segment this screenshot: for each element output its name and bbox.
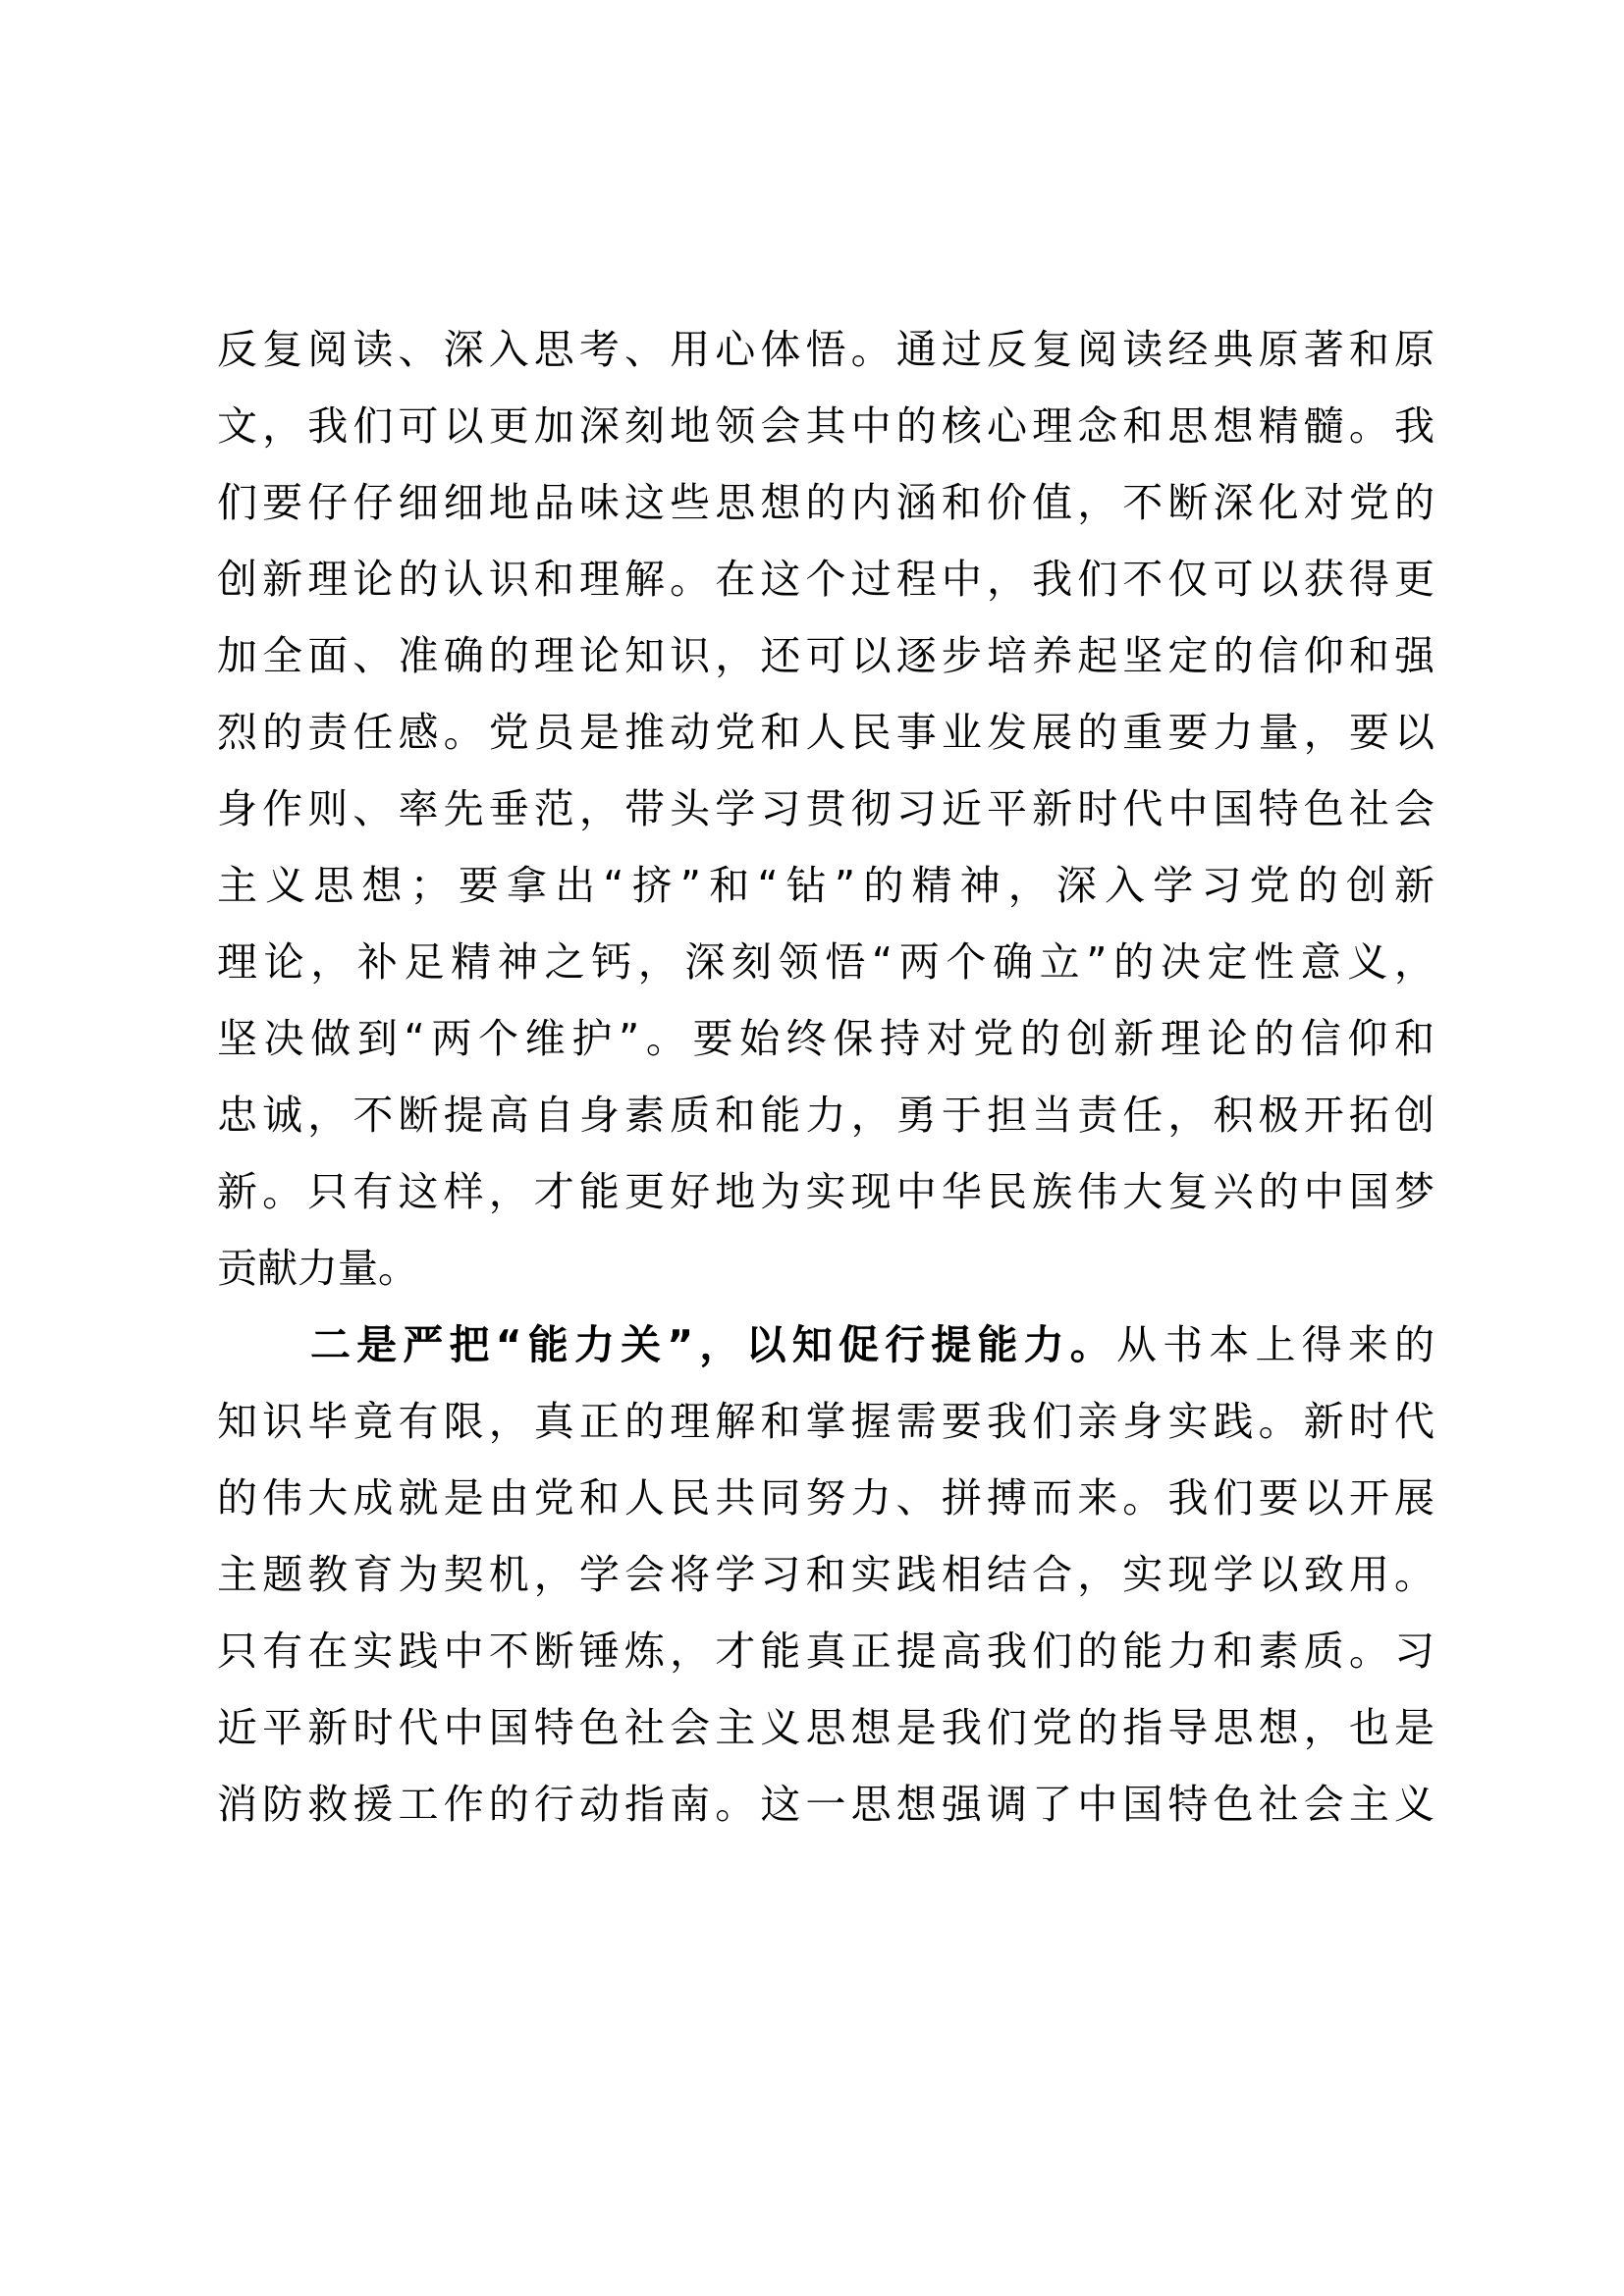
text-line: 坚决做到“两个维护”。要始终保持对党的创新理论的信仰和 <box>217 1015 1435 1062</box>
text-line: 烈的责任感。党员是推动党和人民事业发展的重要力量，要以 <box>217 709 1435 756</box>
text-line: 消防救援工作的行动指南。这一思想强调了中国特色社会主义 <box>217 1781 1435 1828</box>
text-line: 身作则、率先垂范，带头学习贯彻习近平新时代中国特色社会 <box>217 785 1435 832</box>
section-heading: 二是严把“能力关”，以知促行提能力。 <box>310 1321 1116 1368</box>
text-line: 新。只有这样，才能更好地为实现中华民族伟大复兴的中国梦 <box>217 1168 1435 1215</box>
document-body <box>217 311 1435 1842</box>
paragraph-2 <box>217 1307 1435 1842</box>
text-line: 主义思想；要拿出“挤”和“钻”的精神，深入学习党的创新 <box>217 862 1435 909</box>
text-line: 贡献力量。 <box>217 1245 418 1292</box>
text-line: 加全面、准确的理论知识，还可以逐步培养起坚定的信仰和强 <box>217 632 1435 679</box>
text-line: 知识毕竟有限，真正的理解和掌握需要我们亲身实践。新时代 <box>217 1398 1435 1445</box>
text-line: 的伟大成就是由党和人民共同努力、拼搏而来。我们要以开展 <box>217 1474 1435 1522</box>
paragraph-1 <box>217 311 1435 1307</box>
text-line: 创新理论的认识和理解。在这个过程中，我们不仅可以获得更 <box>217 556 1435 603</box>
text-line: 只有在实践中不断锤炼，才能真正提高我们的能力和素质。习 <box>217 1628 1435 1675</box>
text-line: 反复阅读、深入思考、用心体悟。通过反复阅读经典原著和原 <box>217 326 1435 373</box>
text-line: 主题教育为契机，学会将学习和实践相结合，实现学以致用。 <box>217 1551 1435 1598</box>
text-line: 近平新时代中国特色社会主义思想是我们党的指导思想，也是 <box>217 1704 1435 1751</box>
text-line: 文，我们可以更加深刻地领会其中的核心理念和思想精髓。我 <box>217 402 1435 450</box>
text-line: 理论，补足精神之钙，深刻领悟“两个确立”的决定性意义， <box>217 938 1435 986</box>
text-line: 们要仔仔细细地品味这些思想的内涵和价值，不断深化对党的 <box>217 479 1435 526</box>
heading-tail-text: 从书本上得来的 <box>1115 1321 1435 1368</box>
text-line: 忠诚，不断提高自身素质和能力，勇于担当责任，积极开拓创 <box>217 1092 1435 1139</box>
heading-line <box>217 1307 1435 1383</box>
